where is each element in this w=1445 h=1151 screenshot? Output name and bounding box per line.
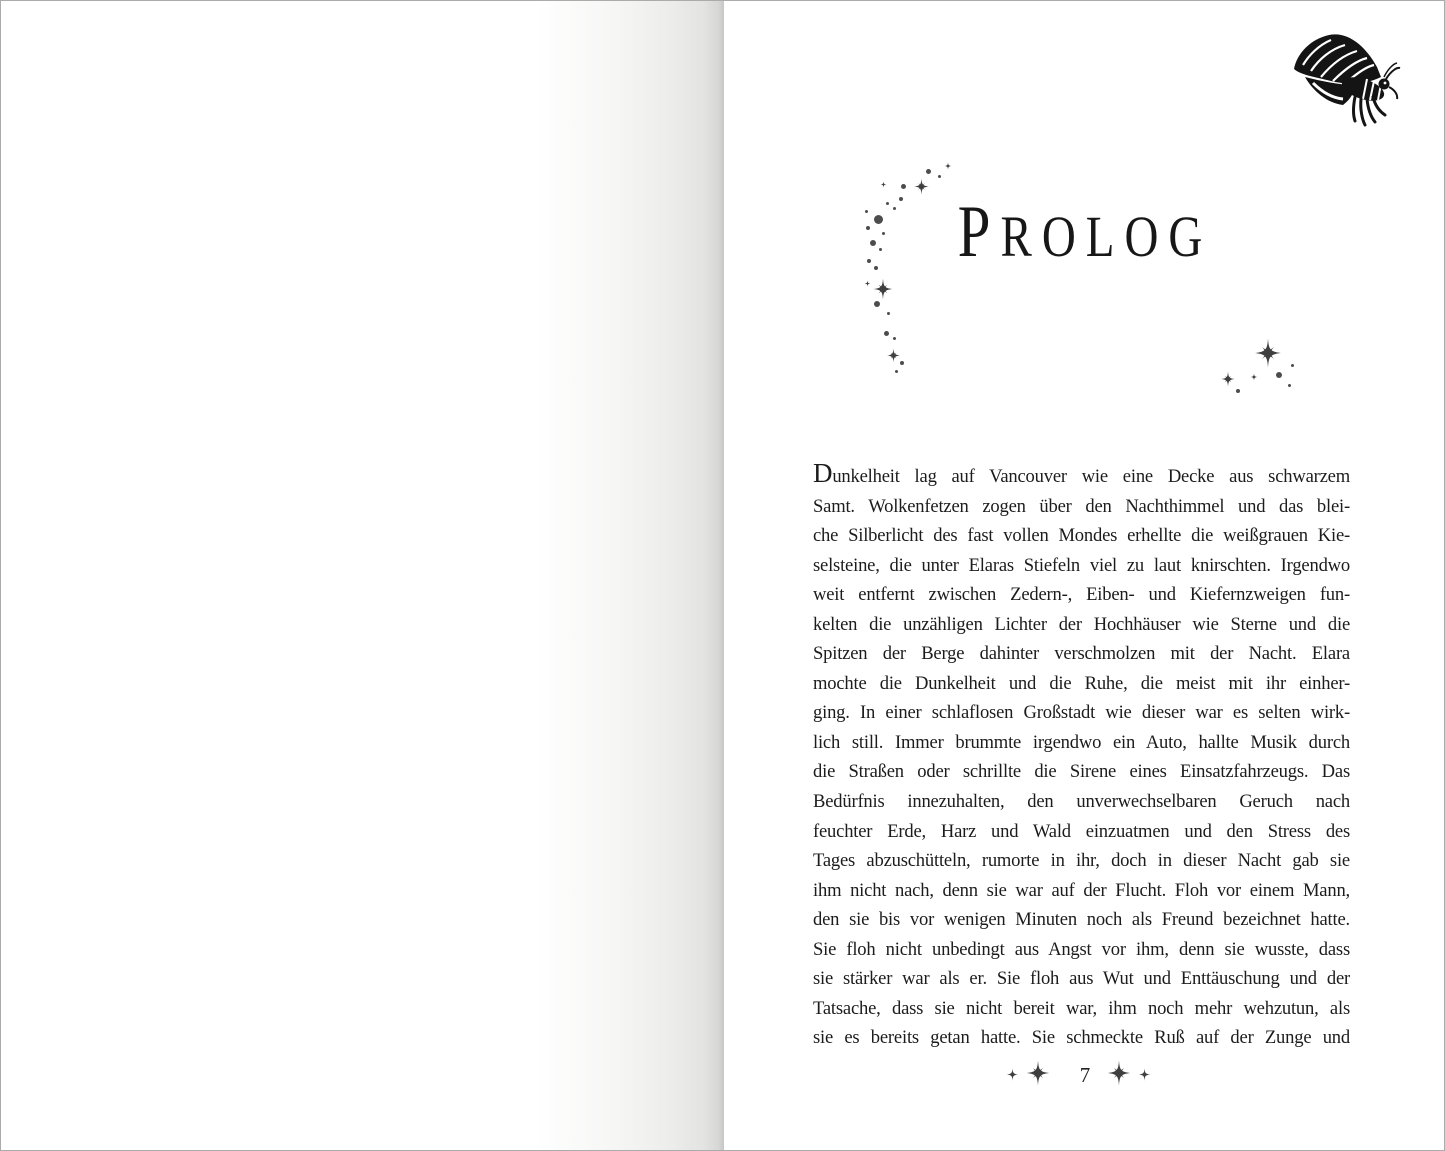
dot-icon bbox=[879, 248, 882, 251]
dot-icon bbox=[938, 175, 941, 178]
dot-icon bbox=[887, 312, 890, 315]
moth-icon bbox=[1289, 27, 1401, 133]
dot-icon bbox=[895, 370, 898, 373]
text-line: Samt. Wolkenfetzen zogen über den Nachthimmel und das blei- bbox=[813, 495, 1350, 517]
page-footer bbox=[724, 1063, 1445, 1088]
star-icon bbox=[886, 348, 901, 363]
star-icon bbox=[944, 162, 952, 170]
text-line: den sie bis vor wenigen Minuten noch als Freund bezeichnet hatte. bbox=[813, 909, 1350, 931]
heading-initial: P bbox=[957, 189, 1001, 272]
star-icon bbox=[1006, 1068, 1019, 1081]
dot-icon bbox=[866, 226, 870, 230]
star-icon bbox=[872, 278, 894, 300]
star-icon bbox=[1138, 1068, 1151, 1081]
text-line: Tages abzuschütteln, rumorte in ihr, doch in dieser Nacht gab sie bbox=[813, 850, 1350, 872]
heading-rest: ROLOG bbox=[1000, 204, 1213, 270]
text-line: che Silberlicht des fast vollen Mondes erhellte die weißgrauen Kie- bbox=[813, 525, 1350, 547]
page-number: 7 bbox=[1079, 1063, 1091, 1087]
text-line: mochte die Dunkelheit und die Ruhe, die meist mit ihr einher- bbox=[813, 672, 1350, 694]
dot-icon bbox=[874, 215, 883, 224]
dot-icon bbox=[901, 184, 906, 189]
star-icon bbox=[913, 178, 930, 195]
dot-icon bbox=[867, 259, 871, 263]
dot-icon bbox=[893, 337, 896, 340]
text-line: weit entfernt zwischen Zedern-, Eiben- und Kiefernzweigen fun- bbox=[813, 584, 1350, 606]
dot-icon bbox=[884, 331, 889, 336]
text-line: Sie floh nicht unbedingt aus Angst vor ihm, denn sie wusste, dass bbox=[813, 938, 1350, 960]
dot-icon bbox=[900, 361, 904, 365]
body-text bbox=[813, 458, 1350, 1053]
text-line: sie stärker war als er. Sie floh aus Wut und Enttäuschung und der bbox=[813, 968, 1350, 990]
star-icon bbox=[864, 280, 871, 287]
right-page bbox=[724, 1, 1445, 1150]
dot-icon bbox=[1291, 364, 1294, 367]
text-line: Tatsache, dass sie nicht bereit war, ihm noch mehr wehzutun, als bbox=[813, 997, 1350, 1019]
dot-icon bbox=[899, 197, 903, 201]
star-icon bbox=[1025, 1060, 1051, 1086]
chapter-heading bbox=[724, 189, 1445, 275]
dot-icon bbox=[926, 169, 931, 174]
text-line: Spitzen der Berge dahinter verschmolzen mit der Nacht. Elara bbox=[813, 643, 1350, 665]
star-icon bbox=[1106, 1060, 1132, 1086]
text-line: feuchter Erde, Harz und Wald einzuatmen und den Stress des bbox=[813, 820, 1350, 842]
dot-icon bbox=[882, 232, 885, 235]
dot-icon bbox=[870, 240, 876, 246]
star-icon bbox=[1220, 371, 1236, 387]
text-line: ging. In einer schlaflosen Großstadt wie dieser war es selten wirk- bbox=[813, 702, 1350, 724]
text-line: kelten die unzähligen Lichter der Hochhäuser wie Sterne und die bbox=[813, 613, 1350, 635]
left-page-blank bbox=[1, 1, 724, 1150]
initial-capital: D bbox=[813, 458, 833, 488]
star-icon bbox=[1250, 373, 1258, 381]
text-line: lich still. Immer brummte irgendwo ein Auto, hallte Musik durch bbox=[813, 731, 1350, 753]
text-line: ihm nicht nach, denn sie war auf der Flucht. Floh vor einem Mann, bbox=[813, 879, 1350, 901]
dot-icon bbox=[886, 202, 889, 205]
dot-icon bbox=[874, 266, 878, 270]
text-line: Bedürfnis innezuhalten, den unverwechselbaren Geruch nach bbox=[813, 791, 1350, 813]
star-icon bbox=[1253, 338, 1283, 368]
text-line: sie es bereits getan hatte. Sie schmeckte Ruß auf der Zunge und bbox=[813, 1027, 1350, 1049]
star-icon bbox=[880, 181, 887, 188]
dot-icon bbox=[865, 210, 868, 213]
dot-icon bbox=[874, 301, 880, 307]
dot-icon bbox=[1288, 384, 1291, 387]
dot-icon bbox=[1276, 372, 1282, 378]
text-line: Dunkelheit lag auf Vancouver wie eine Decke aus schwarzem bbox=[813, 458, 1350, 488]
dot-icon bbox=[893, 207, 896, 210]
text-line: die Straßen oder schrillte die Sirene eines Einsatzfahrzeugs. Das bbox=[813, 761, 1350, 783]
text-line: selsteine, die unter Elaras Stiefeln viel zu laut knirschten. Irgendwo bbox=[813, 554, 1350, 576]
dot-icon bbox=[1236, 389, 1240, 393]
